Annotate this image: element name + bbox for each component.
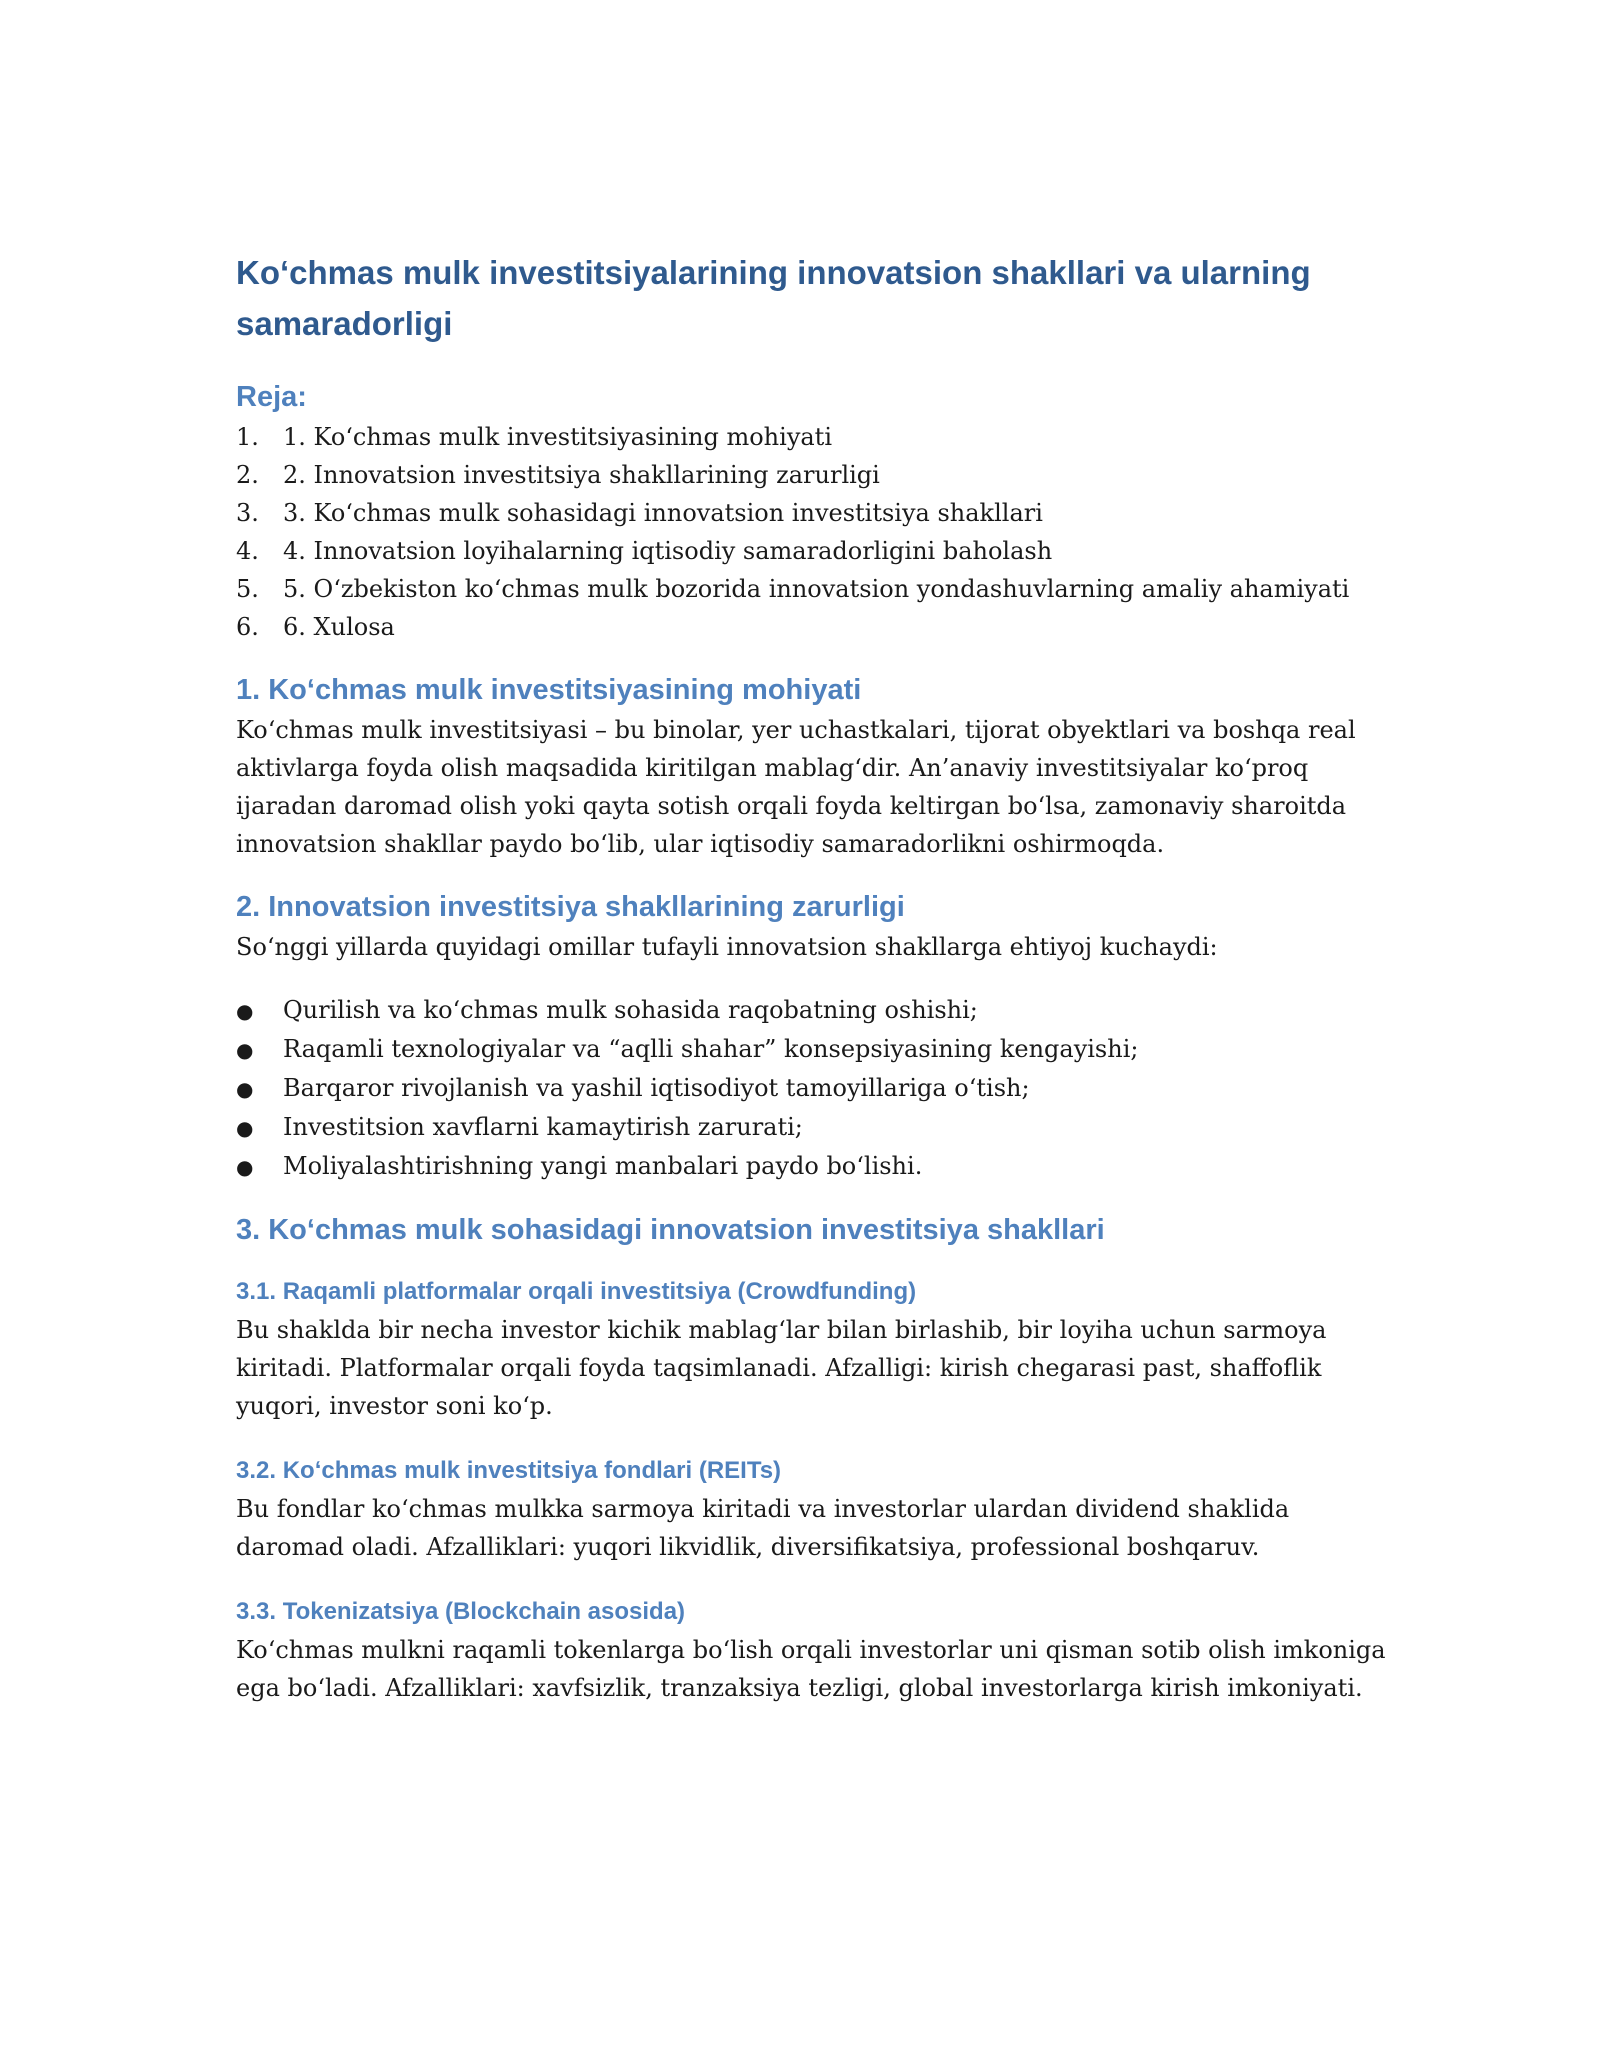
- spacer: [236, 1566, 1386, 1596]
- section-1-paragraph: Koʻchmas mulk investitsiyasi – bu binolar, yer uchastkalari, tijorat obyektlari va boshqa real aktivlarga foyda olish maqsadida kiritilgan mablagʻdir. An’anaviy investitsiyalar koʻproq ijaradan daromad olish yoki qayta sotish orqali foyda keltirgan boʻlsa, zamonaviy sharoitda innovatsion shakllar paydo boʻlib, ular iqtisodiy samaradorlikni oshirmoqda.: [236, 716, 1356, 858]
- plan-item: [236, 456, 1386, 494]
- bullet-item: [236, 991, 1386, 1030]
- plan-item-text: 1. Koʻchmas mulk investitsiyasining mohiyati: [283, 423, 832, 451]
- plan-item-text: 5. Oʻzbekiston koʻchmas mulk bozorida innovatsion yondashuvlarning amaliy ahamiyati: [283, 575, 1350, 603]
- subsection-3-1-paragraph: Bu shaklda bir necha investor kichik mablagʻlar bilan birlashib, bir loyiha uchun sarmoya kiritadi. Platformalar orqali foyda taqsimlanadi. Afzalligi: kirish chegarasi past, shaffoflik yuqori, investor soni koʻp.: [236, 1316, 1327, 1420]
- bullet-item: [236, 1108, 1386, 1147]
- spacer: [236, 1251, 1386, 1276]
- plan-item-number: 6.: [236, 613, 259, 641]
- spacer: [236, 1425, 1386, 1455]
- bullet-item: [236, 1030, 1386, 1069]
- plan-item-text: 4. Innovatsion loyihalarning iqtisodiy samaradorligini baholash: [283, 537, 1053, 565]
- plan-item-text: 3. Koʻchmas mulk sohasidagi innovatsion investitsiya shakllari: [283, 499, 1043, 527]
- plan-item: [236, 532, 1386, 570]
- plan-item-number: 4.: [236, 537, 259, 565]
- bullet-icon: ●: [236, 1077, 254, 1101]
- plan-item-number: 3.: [236, 499, 259, 527]
- bullet-icon: ●: [236, 1155, 254, 1179]
- bullet-icon: ●: [236, 1116, 254, 1140]
- plan-item-number: 5.: [236, 575, 259, 603]
- bullet-icon: ●: [236, 1038, 254, 1062]
- section-3-heading: 3. Koʻchmas mulk sohasidagi innovatsion investitsiya shakllari: [236, 1214, 1105, 1246]
- plan-item-text: 2. Innovatsion investitsiya shakllarining zarurligi: [283, 461, 880, 489]
- plan-item: [236, 570, 1386, 608]
- bullet-item-text: Barqaror rivojlanish va yashil iqtisodiyot tamoyillariga oʻtish;: [283, 1074, 1030, 1102]
- spacer: [236, 1186, 1386, 1212]
- bullet-item-text: Raqamli texnologiyalar va “aqlli shahar” konsepsiyasining kengayishi;: [283, 1035, 1139, 1063]
- document-content: [236, 247, 1386, 1707]
- plan-item-text: 6. Xulosa: [283, 613, 395, 641]
- plan-item-number: 1.: [236, 423, 259, 451]
- spacer: [236, 863, 1386, 889]
- section-2-intro: Soʻnggi yillarda quyidagi omillar tufayli innovatsion shakllarga ehtiyoj kuchaydi:: [236, 933, 1218, 961]
- plan-list: [236, 418, 1386, 646]
- subsection-3-1-heading: 3.1. Raqamli platformalar orqali investitsiya (Crowdfunding): [236, 1278, 917, 1305]
- plan-heading: Reja:: [236, 381, 307, 413]
- plan-item-number: 2.: [236, 461, 259, 489]
- spacer: [236, 966, 1386, 991]
- section-2-heading: 2. Innovatsion investitsiya shakllarining zarurligi: [236, 891, 905, 923]
- plan-item: [236, 494, 1386, 532]
- section-2-bullet-list: [236, 991, 1386, 1186]
- bullet-item-text: Investitsion xavflarni kamaytirish zarurati;: [283, 1113, 803, 1141]
- bullet-icon: ●: [236, 999, 254, 1023]
- bullet-item-text: Moliyalashtirishning yangi manbalari paydo boʻlishi.: [283, 1152, 923, 1180]
- subsection-3-3-paragraph: Koʻchmas mulkni raqamli tokenlarga boʻlish orqali investorlar uni qisman sotib olish imkoniga ega boʻladi. Afzalliklari: xavfsizlik, tranzaksiya tezligi, global investorlarga kirish imkoniyati.: [236, 1636, 1386, 1702]
- document-title: Koʻchmas mulk investitsiyalarining innovatsion shakllari va ularning samaradorligi: [236, 254, 1311, 342]
- plan-item: [236, 608, 1386, 646]
- plan-item: [236, 418, 1386, 456]
- bullet-item-text: Qurilish va koʻchmas mulk sohasida raqobatning oshishi;: [283, 996, 978, 1024]
- spacer: [236, 646, 1386, 672]
- section-1-heading: 1. Koʻchmas mulk investitsiyasining mohiyati: [236, 674, 862, 706]
- bullet-item: [236, 1147, 1386, 1186]
- subsection-3-3-heading: 3.3. Tokenizatsiya (Blockchain asosida): [236, 1598, 686, 1625]
- subsection-3-2-heading: 3.2. Koʻchmas mulk investitsiya fondlari (REITs): [236, 1457, 782, 1484]
- bullet-item: [236, 1069, 1386, 1108]
- subsection-3-2-paragraph: Bu fondlar koʻchmas mulkka sarmoya kiritadi va investorlar ulardan dividend shaklida daromad oladi. Afzalliklari: yuqori likvidlik, diversifikatsiya, professional boshqaruv.: [236, 1495, 1290, 1561]
